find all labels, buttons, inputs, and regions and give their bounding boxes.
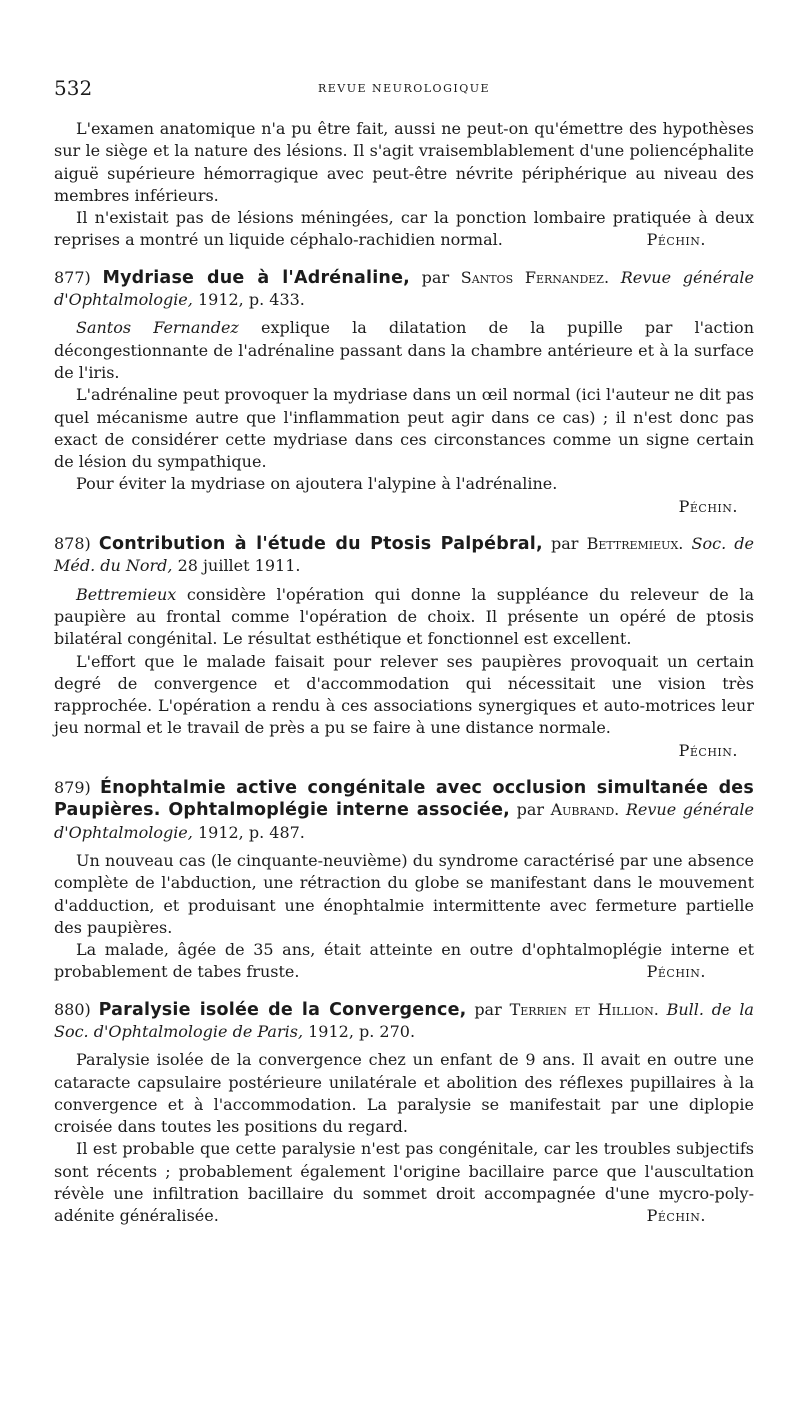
signature: Péchin. [678,740,738,760]
by-word: par [474,999,502,1019]
entry-paragraph-2-text: La malade, âgée de 35 ans, était atteinte en outre d'ophtalmoplégie interne et probablement de tabes fruste. [54,940,754,982]
signature: Péchin. [646,230,706,250]
entry-paragraph-2-text: Il est probable que cette paralysie n'est pas congénitale, car les troubles subjectifs sont récents ; probablement également l'origine bacillaire parce que l'auscultation révèle une infiltration bacillaire du sommet droit accompagnée d'une mycro-poly-adénite généralisée. [54,1139,754,1226]
entry-source: Soc. de Méd. du Nord, [54,534,755,576]
entry-paragraph-1 [54,317,754,384]
entry-paragraph-2: L'effort que le malade faisait pour relever ses paupières provoquait un certain degré de convergence et d'accommodation qui nécessitait une vision très rapprochée. L'opération a rendu à ces associations synergiques et auto-motrices leur jeu normal et le travail de près a pu se faire à une distance normale. [54,651,754,738]
body-author: Santos Fernandez [76,318,239,338]
entry-ref: 1912, p. 270. [308,1021,416,1041]
page-header [54,76,754,102]
signature: Péchin. [646,962,706,982]
signature: Péchin. [646,1206,706,1226]
entry-body [54,850,754,984]
entry-heading [54,999,754,1044]
body-author: Bettremieux [76,584,177,604]
signature: Péchin. [678,496,738,516]
entry-number: 879) [54,778,91,798]
entry-author: Aubrand. [550,800,620,820]
entry-ref: 28 juillet 1911. [177,556,301,576]
entry-ref: 1912, p. 433. [197,290,305,310]
entry-title: Contribution à l'étude du Ptosis Palpébral, [98,534,543,555]
running-title: REVUE NEUROLOGIQUE [317,82,491,95]
entry-paragraph-2 [54,1138,754,1227]
entry-number: 878) [54,534,91,554]
intro-paragraph-2 [54,207,754,252]
entry-heading [54,267,754,312]
by-word: par [550,534,579,554]
entry-paragraph-1-text: considère l'opération qui donne la suppléance du releveur de la paupière au frontal comme l'opération de choix. Il présente un opéré de ptosis bilatéral congénital. Le résultat esthétique et fonctionnel est excellent. [54,584,754,649]
entry-source: Bull. de la Soc. d'Ophtalmologie de Paris, [54,999,754,1041]
entry-source: Revue générale d'Ophtalmologie, [54,800,754,842]
entry-author: Bettremieux. [586,534,684,554]
entry-author: Santos Fernandez. [460,267,610,287]
entry-source: Revue générale d'Ophtalmologie, [54,267,754,310]
entry-number: 880) [54,999,91,1019]
entry-number: 877) [54,267,91,287]
intro-paragraph-1: L'examen anatomique n'a pu être fait, aussi ne peut-on qu'émettre des hypothèses sur le siège et la nature des lésions. Il s'agit vraisemblablement d'une poliencéphalite aiguë supérieure hémorragique avec peut-être névrite périphérique au niveau des membres inférieurs. [54,119,754,205]
page-number: 532 [54,76,93,100]
entry-paragraph-1 [54,584,754,651]
entry-title: Paralysie isolée de la Convergence, [98,999,467,1020]
entry-body [54,317,754,518]
by-word: par [516,800,545,820]
entry-878 [54,533,754,762]
entry-paragraph-1-text: explique la dilatation de la pupille par l'action décongestionnante de l'adrénaline passant dans la chambre antérieure et à la surface de l'iris. [54,318,754,382]
entry-author: Terrien et Hillion. [509,999,659,1019]
entry-title: Énophtalmie active congénitale avec occlusion simultanée des Paupières. Ophtalmoplégie interne associée, [54,778,754,821]
page-content [54,118,754,1228]
entry-ref: 1912, p. 487. [197,822,305,842]
intro-paragraph-2-text: Il n'existait pas de lésions méningées, car la ponction lombaire pratiquée à deux reprises a montré un liquide céphalo-rachidien normal. [54,208,754,250]
by-word: par [421,267,450,287]
entry-paragraph-1: Paralysie isolée de la convergence chez un enfant de 9 ans. Il avait en outre une cataracte capsulaire postérieure unilatérale et abolition des réflexes pupillaires à la convergence et à l'accommodation. La paralysie se manifestait par une diplopie croisée dans toutes les positions du regard. [54,1050,754,1137]
entry-877 [54,267,754,518]
entry-paragraph-2 [54,939,754,984]
entry-paragraph-2: L'adrénaline peut provoquer la mydriase dans un œil normal (ici l'auteur ne dit pas quel mécanisme autre que l'inflammation peut agir dans ce cas) ; il n'est donc pas exact de considérer cette mydriase dans ces circonstances comme un signe certain de lésion du sympathique. [54,385,754,472]
entry-body [54,584,754,762]
entry-heading [54,533,754,578]
entry-paragraph-1: Un nouveau cas (le cinquante-neuvième) du syndrome caractérisé par une absence complète de l'abduction, une rétraction du globe se manifestant dans le mouvement d'adduction, et produisant une énophtalmie intermittente avec fermeture partielle des paupières. [54,850,754,937]
entry-880 [54,999,754,1228]
entry-body [54,1049,754,1227]
entry-879 [54,777,754,984]
entry-title: Mydriase due à l'Adrénaline, [102,267,410,288]
entry-paragraph-3: Pour éviter la mydriase on ajoutera l'alypine à l'adrénaline. [76,474,558,494]
entry-heading [54,777,754,844]
